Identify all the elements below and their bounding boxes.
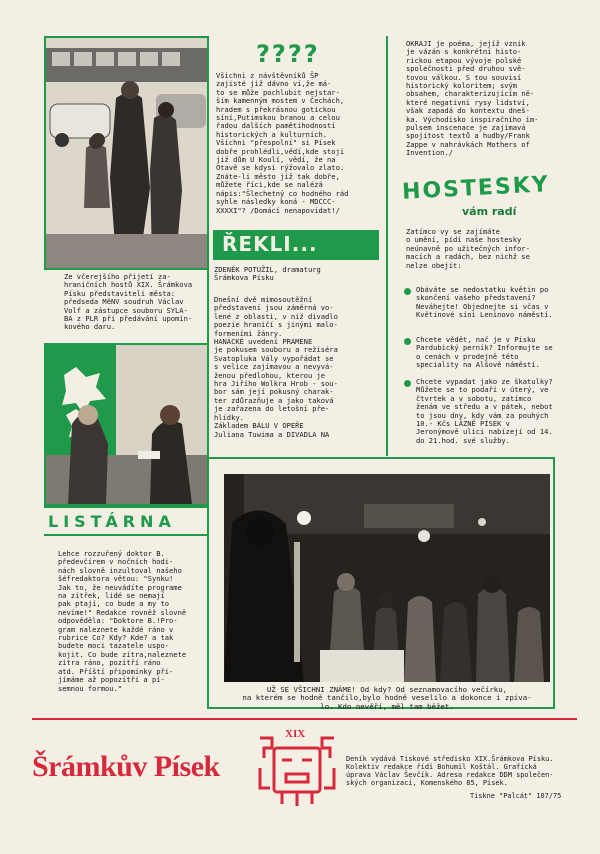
tip-bullet-1 [404,288,411,295]
hostesky-intro: Zatímco vy se zajímáte o umění, pídí naše hostesky neúnavně po užitečných infor- macích a radách, bez nichž se nelze obejít: [406,227,530,270]
listarna-text: Lehce rozzuřený doktor B. předevčírem v nočních hodi- nách slovně inzultoval našeho šéfredaktora větou: "Synku! Jak to, že neuvádíte programe na zítřek, lidé se nemají pak ptají, co bude a my to nevíme!" Redakce rovněž slovně odpověděla: "Doktore B.!Pro- gram naleznete každé ráno v rubrice Co? Kdy? Kde? a tak budete moci tazatele uspo- kojit. Co bude zítra,naleznete zítra ráno, pozítří ráno atd. Příští připomínky při- jímáme až popozítří a pí- semnou formou." [58,549,187,693]
rekli-title: ŘEKLI... [222,232,318,256]
listarna-title: LISTÁRNA [48,512,176,531]
festival-emblem [252,728,342,812]
okraji-text: OKRAJI je poéma, jejíž vznik je vázán s konkrétní histo- rickou etapou vývoje polské společnosti před druhou svě- tovou válkou. S tou souvisí historický koloritem; svým obsahem, charakterizujícím ně- které negativní rysy lidství, však zapadá do kontextu dneš- ka. Východisko inspiračního im- pulsem inscenace je zajímavá spojitost textů a hudby/Frank Zappe v nahrávkách Mothers of Invention./ [406,39,539,158]
footer-logo-text: Šrámkův Písek [32,750,220,783]
imprint: Deník vydává Tiskové středisko XIX.Šrámkova Písku. Kolektiv redakce řídí Bohumil Koštál. Grafická úprava Václav Ševčík. Adresa redakce DDM společen- ských organizací, Komenského 85, Písek. [346,755,554,787]
question-text: Všichni z návštěvníků ŠP zajisté již dávno ví,že má- to se může pochlubit nejstar- ším kamenným mostem v Čechách, hradem s překrásnou gotickou síní,Putimskou branou a celou řadou dalších pamětihodností historických a kulturních. Všichni "přespolní" si Písek dobře prohlédli,vědí,kde stojí již dům U Koulí, vědí, že na Otavě se kdysi rýžovalo zlato. Znáte-li město již tak dobře, můžete říci,kde se nalézá nápis:"Šlechetný co hodného rád syhle následky koná - MDCCC- XXXXI"? /Domácí nenapovídat!/ [216,71,349,215]
reception-photo [46,38,207,268]
tip-3: Chcete vypadat jako ze škatulky? Můžete se to podaří v úterý, ve čtvrtek a v sobotu, zatímco ženám ve středu a v pátek, nebot to jsou dny, kdy vám za pouhých 10.- Kčs LÁZNĚ PÍSEK v Jeronýmově ulici nabízejí od 14. do 21.hod. své služby. [416,377,553,445]
dance-caption: UŽ SE VŠICHNI ZNÁME! Od kdy? Od seznamovacího večírku, na kterém se hodně tančilo,bylo hodně veselilo a dokonce i zpíva- lo. Kdo nevěří, měl tam běžet. [242,685,532,711]
tip-1: Obáváte se nedostatku květin po skončení vašeho představení? Neváhejte! Objednejte si včas v Květinové síni Leninovo náměstí. [416,285,553,320]
column-divider-right [386,36,388,456]
hostesky-title: HOSTESKY [401,172,551,205]
listarna-rule-bottom [44,534,207,536]
footer-rule [32,718,577,720]
gift-photo [46,345,207,504]
dance-photo [224,474,550,682]
question-title: ???? [256,40,320,68]
print-note: Tiskne "Palcát" 107/75 [470,792,562,800]
listarna-rule-top [44,506,207,508]
tip-2: Chcete vědět, nač je v Písku Pardubický perník? Informujte se o cenách v prodejně této speciality na Alšově náměstí. [416,335,553,370]
rekli-text: Dnešní dvě mimosoutěžní představení jsou záměrná vo- lené z oblasti, v níž divadlo poezie hraničí s jinými malo- formeními žánry. HANÁCKÉ uvedení PRAMENE je pokusem souboru a režiséra Svatopluka Vály vypořádat se s velice zajímavou a nevyvá- ženou předlohou, kterou je hra Jiřího Wolkra Hrob - sou- bor sám její pokusný charak- ter zdůrazňuje a jako taková je zařazena do letošní pře- hlídky. Základem BÁLU V OPEŘE Juliana Tuwima a DIVADLA NA [214,295,338,439]
tip-bullet-2 [404,338,411,345]
tip-bullet-3 [404,380,411,387]
reception-caption: Ze včerejšího přijetí za- hraničních hostů XIX. Šrámkova Písku představiteli města: předseda MěNV soudruh Václav Volf a zástupce souboru SYLA- BA z PLR při předávání upomín- kového daru. [64,272,193,332]
hostesky-subtitle: vám radí [462,205,517,218]
emblem-text: XIX [285,728,306,740]
rekli-author: ZDENĚK POTUŽIL, dramaturg Šrámkova Písku [214,265,321,283]
